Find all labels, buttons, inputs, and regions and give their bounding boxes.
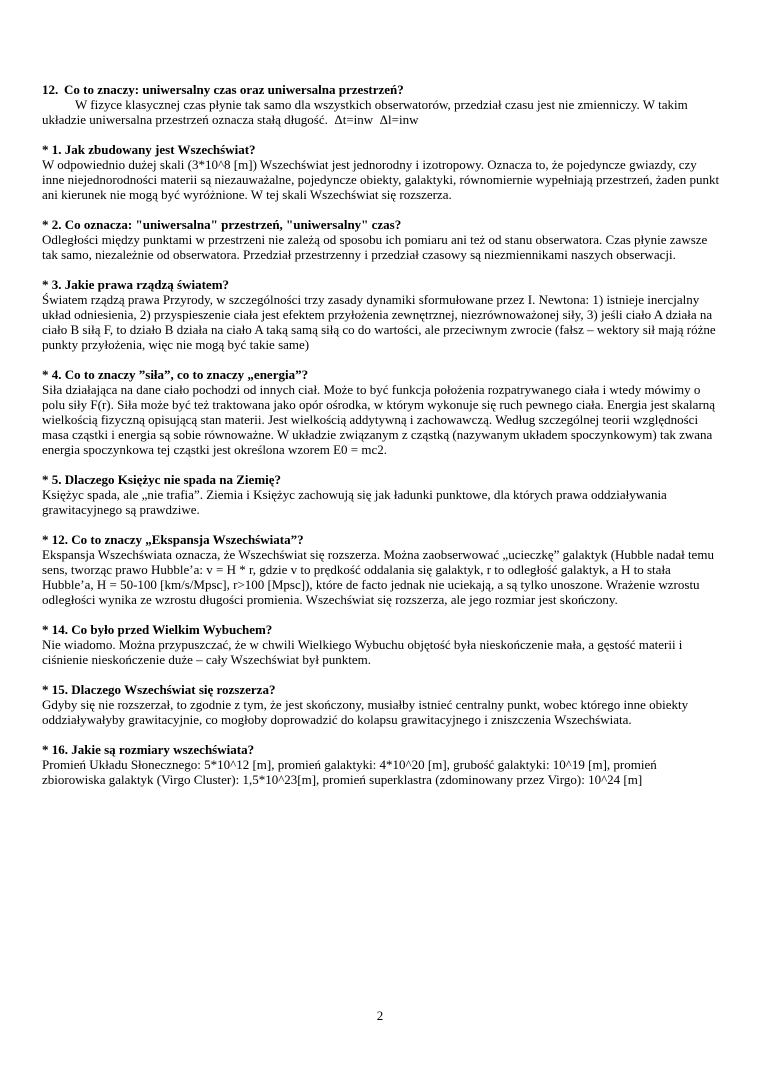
question-heading: * 14. Co było przed Wielkim Wybuchem? [42, 622, 273, 637]
qa-section-12 [42, 532, 720, 607]
answer-paragraph: Gdyby się nie rozszerzał, to zgodnie z tym, że jest skończony, musiałby istnieć centralny punkt, wobec którego inne obiekty oddziaływałyby grawitacyjnie, co mogłoby doprowadzić do kolapsu grawitacyjnego i zniszczenia Wszechświata. [42, 697, 692, 727]
answer-paragraph: W fizyce klasycznej czas płynie tak samo dla wszystkich obserwatorów, przedział czasu jest nie zmienniczy. W takim układzie uniwersalna przestrzeń oznacza stałą długość. Δt=inw Δl=inw [42, 97, 691, 127]
qa-section-16 [42, 742, 720, 787]
question-heading: * 3. Jakie prawa rządzą światem? [42, 277, 230, 292]
answer-paragraph: Odległości między punktami w przestrzeni nie zależą od sposobu ich pomiaru ani też od stanu obserwatora. Czas płynie zawsze tak samo, niezależnie od obserwatora. Przedział przestrzenny i przedział czasowy są niezmiennikami naszych obserwacji. [42, 232, 711, 262]
question-heading-text: Co to znaczy: uniwersalny czas oraz uniwersalna przestrzeń? [64, 82, 404, 97]
qa-section-5 [42, 472, 720, 517]
question-heading: * 12. Co to znaczy „Ekspansja Wszechświata”? [42, 532, 304, 547]
answer-paragraph: Księżyc spada, ale „nie trafia”. Ziemia i Księżyc zachowują się jak ładunki punktowe, dla których prawa oddziaływania grawitacyjnego są prawdziwe. [42, 487, 671, 517]
question-number: 12. [42, 82, 59, 97]
page-number: 2 [376, 1008, 384, 1023]
question-heading: * 1. Jak zbudowany jest Wszechświat? [42, 142, 256, 157]
answer-paragraph: Promień Układu Słonecznego: 5*10^12 [m], promień galaktyki: 4*10^20 [m], grubość galaktyki: 10^19 [m], promień zbiorowiska galaktyk (Virgo Cluster): 1,5*10^23[m], promień superklastra (zdominowany przez Virgo): 10^24 [m] [42, 757, 660, 787]
question-heading: * 2. Co oznacza: "uniwersalna" przestrzeń, "uniwersalny" czas? [42, 217, 402, 232]
answer-paragraph: Siła działająca na dane ciało pochodzi od innych ciał. Może to być funkcja położenia rozpatrywanego ciała i wtedy mówimy o polu siły F(r). Siła może być też traktowana jako opór ośrodka, w którym wykonuje się ruch pewnego ciała. Energia jest skalarną wielkością fizyczną opisującą stan materii. Jest wielkością addytywną i zachowawczą. Według szczególnej teorii względności masa cząstki i energia są sobie równoważne. W układzie związanym z cząstką (nazywanym układem spoczynkowym) tak zwana energia spoczynkowa tej cząstki jest określona wzorem E0 = mc2. [42, 382, 719, 457]
qa-section-1 [42, 142, 723, 202]
qa-section-2 [42, 217, 720, 262]
question-heading [42, 82, 720, 97]
answer-paragraph: Światem rządzą prawa Przyrody, w szczególności trzy zasady dynamiki sformułowane przez I. Newtona: 1) istnieje inercjalny układ odniesienia, 2) przyspieszenie ciała jest efektem przyłożenia zewnętrznej, niezrównoważonej siły, 3) jeśli ciało A działa na ciało B siłą F, to działo B działa na ciało A taką samą siłą co do wartości, ale przeciwnym zwrocie (fałsz – wektory sił mają różne punkty przyłożenia, więc nie mogą być takie same) [42, 292, 719, 352]
qa-section-4 [42, 367, 720, 457]
question-heading: * 16. Jakie są rozmiary wszechświata? [42, 742, 255, 757]
answer-paragraph: W odpowiednio dużej skali (3*10^8 [m]) Wszechświat jest jednorodny i izotropowy. Oznacza to, że pojedyncze gwiazdy, czy inne niejednorodności materii są niezauważalne, pojedyncze obiekty, galaktyki, równomiernie wypełniają przestrzeń, żaden punkt ani kierunek nie mogą być wyróżnione. W tej skali Wszechświat się rozszerza. [42, 157, 723, 202]
question-heading: * 4. Co to znaczy ”siła”, co to znaczy „energia”? [42, 367, 309, 382]
question-heading: * 15. Dlaczego Wszechświat się rozszerza? [42, 682, 276, 697]
qa-section-12-top [42, 82, 720, 127]
answer-paragraph: Ekspansja Wszechświata oznacza, że Wszechświat się rozszerza. Można zaobserwować „ucieczkę” galaktyk (Hubble nadał temu sens, tworząc prawo Hubble’a: v = H * r, gdzie v to prędkość oddalania się galaktyk, r to odległość galaktyk, a H to stała Hubble’a, H = 50-100 [km/s/Mpsc], r>100 [Mpsc]), które de facto jednak nie uciekają, a są tylko unoszone. Wrażenie wzrostu odległości wynika ze wzrostu długości promienia. Wszechświat się rozszerza, ale jego rozmiar jest skończony. [42, 547, 718, 607]
qa-section-15 [42, 682, 720, 727]
document-body [42, 82, 723, 787]
qa-section-3 [42, 277, 720, 352]
answer-paragraph: Nie wiadomo. Można przypuszczać, że w chwili Wielkiego Wybuchu objętość była nieskończenie mała, a gęstość materii i ciśnienie nieskończenie duże – cały Wszechświat był punktem. [42, 637, 686, 667]
question-heading: * 5. Dlaczego Księżyc nie spada na Ziemię? [42, 472, 282, 487]
qa-section-14 [42, 622, 720, 667]
